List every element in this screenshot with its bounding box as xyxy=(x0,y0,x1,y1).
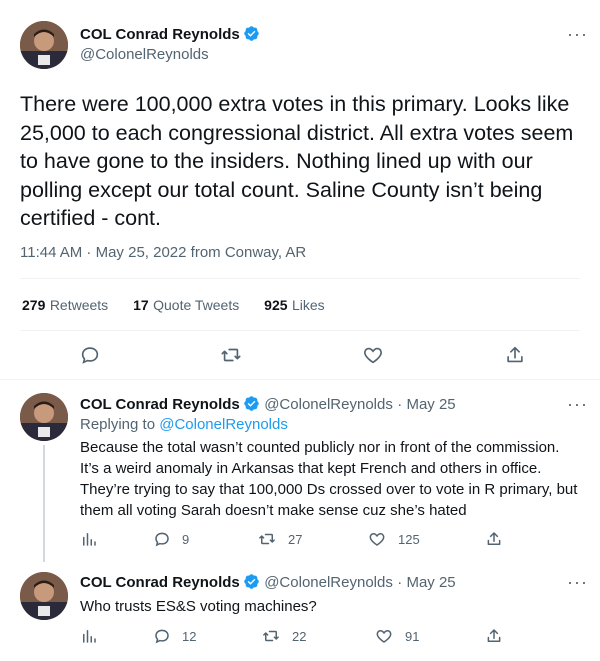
retweet-icon[interactable] xyxy=(220,344,242,366)
reply-icon[interactable] xyxy=(79,344,101,366)
author-name[interactable]: COL Conrad Reynolds xyxy=(80,26,240,43)
author-name[interactable]: COL Conrad Reynolds xyxy=(80,574,240,591)
more-options-icon[interactable]: ··· xyxy=(567,24,588,44)
replying-to-link[interactable]: @ColonelReynolds xyxy=(159,416,288,433)
reply-icon[interactable] xyxy=(153,530,171,548)
share-icon[interactable] xyxy=(504,344,526,366)
more-options-icon[interactable]: ··· xyxy=(567,572,588,592)
divider xyxy=(20,278,580,279)
reply-count: 9 xyxy=(182,532,190,547)
retweet-count: 22 xyxy=(292,629,307,644)
quote-tweets-stat[interactable] xyxy=(133,297,239,314)
divider xyxy=(0,379,600,380)
thread-line xyxy=(43,445,45,562)
tweet-timestamp[interactable]: 11:44 AM · May 25, 2022 from Conway, AR xyxy=(20,244,307,261)
tweet-text: There were 100,000 extra votes in this primary. Looks like 25,000 to each congressional district. All extra votes seem to have gone to the insiders. Nothing lined up with our polling except our total count. Saline County isn’t being certified - cont. xyxy=(20,92,574,230)
reply-text: Because the total wasn’t counted publicly nor in front of the commission. It’s a weird anomaly in Arkansas that kept French and others in office. They’re trying to say that 100,000 Ds crossed over to vote in R primary, but them all voting Sarah doesn’t make sense cuz she’s hated xyxy=(80,439,578,519)
reply-date[interactable]: · May 25 xyxy=(397,396,456,413)
avatar-image xyxy=(20,572,68,620)
reply-text: Who trusts ES&S voting machines? xyxy=(80,598,317,615)
author-name-row xyxy=(80,25,260,43)
reply-header xyxy=(80,573,456,592)
reply-header xyxy=(80,395,456,414)
avatar[interactable] xyxy=(20,393,68,441)
retweets-count: 279 xyxy=(22,297,46,313)
like-count: 125 xyxy=(398,532,420,547)
like-heart-icon[interactable] xyxy=(362,344,384,366)
quote-tweets-label: Quote Tweets xyxy=(153,297,240,313)
likes-count: 925 xyxy=(264,297,288,313)
share-icon[interactable] xyxy=(485,627,503,645)
divider xyxy=(20,330,580,331)
retweet-count: 27 xyxy=(288,532,303,547)
replying-to-prefix: Replying to xyxy=(80,416,156,433)
like-count: 91 xyxy=(405,629,420,644)
retweets-stat[interactable] xyxy=(22,297,108,314)
like-heart-icon[interactable] xyxy=(375,627,393,645)
avatar-image xyxy=(20,21,68,69)
engagement-stats xyxy=(22,297,325,315)
avatar[interactable] xyxy=(20,572,68,620)
likes-label: Likes xyxy=(291,297,325,313)
reply-count: 12 xyxy=(182,629,197,644)
author-name[interactable]: COL Conrad Reynolds xyxy=(80,396,240,413)
more-options-icon[interactable]: ··· xyxy=(567,394,588,414)
verified-badge-icon xyxy=(243,573,260,590)
retweet-icon[interactable] xyxy=(262,627,280,645)
retweet-icon[interactable] xyxy=(258,530,276,548)
retweets-label: Retweets xyxy=(49,297,109,313)
share-icon[interactable] xyxy=(485,530,503,548)
verified-badge-icon xyxy=(243,25,260,42)
like-heart-icon[interactable] xyxy=(368,530,386,548)
verified-badge-icon xyxy=(243,395,260,412)
avatar[interactable] xyxy=(20,21,68,69)
author-handle[interactable]: @ColonelReynolds xyxy=(264,574,393,591)
views-analytics-icon[interactable] xyxy=(80,530,98,548)
replying-to xyxy=(80,416,288,433)
reply-icon[interactable] xyxy=(153,627,171,645)
views-analytics-icon[interactable] xyxy=(80,627,98,645)
reply-date[interactable]: · May 25 xyxy=(397,574,456,591)
author-handle[interactable]: @ColonelReynolds xyxy=(264,396,393,413)
avatar-image xyxy=(20,393,68,441)
likes-stat[interactable] xyxy=(264,297,325,314)
quote-tweets-count: 17 xyxy=(133,297,149,313)
author-handle[interactable]: @ColonelReynolds xyxy=(80,46,209,63)
